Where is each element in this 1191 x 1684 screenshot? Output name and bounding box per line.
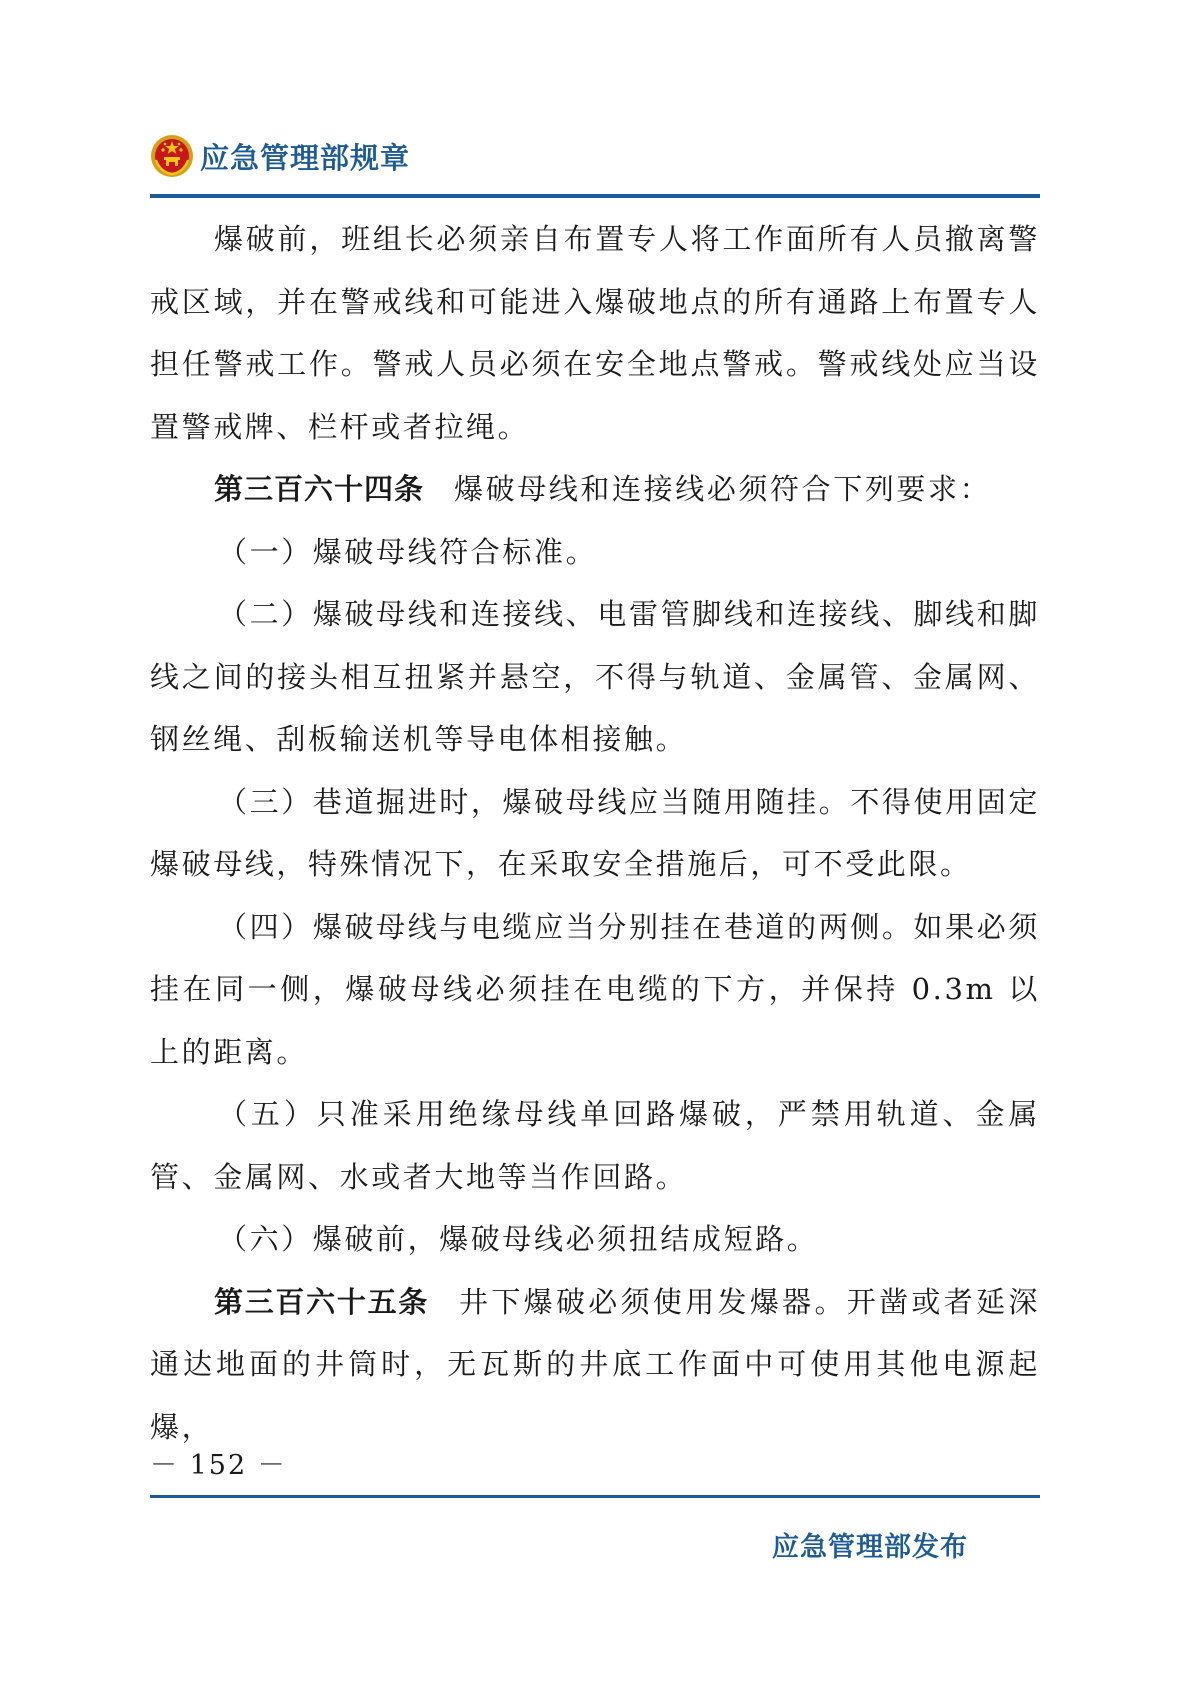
header-divider: [150, 194, 1040, 198]
paragraph-text: （二）爆破母线和连接线、电雷管脚线和连接线、脚线和脚线之间的接头相互扭紧并悬空，不得与轨道、金属管、金属网、钢丝绳、刮板输送机等导电体相接触。: [150, 597, 1040, 756]
article-number: 第三百六十五条: [214, 1284, 430, 1319]
paragraph-text: （六）爆破前，爆破母线必须扭结成短路。: [218, 1222, 819, 1256]
paragraph-text: （四）爆破母线与电缆应当分别挂在巷道的两侧。如果必须挂在同一侧，爆破母线必须挂在电缆的下方，并保持 0.3m 以上的距离。: [150, 909, 1040, 1069]
list-item: [150, 521, 1040, 584]
article-paragraph: [150, 458, 1040, 521]
list-item: [150, 896, 1040, 1084]
list-item: [150, 1083, 1040, 1208]
list-item: [150, 771, 1040, 896]
footer-publisher: 应急管理部发布: [772, 1532, 968, 1563]
footer-divider: [150, 1495, 1040, 1498]
paragraph-text: （一）爆破母线符合标准。: [218, 534, 598, 569]
paragraph-text: 爆破母线和连接线必须符合下列要求：: [454, 472, 992, 506]
article-number: 第三百六十四条: [214, 472, 425, 506]
paragraph-text: （三）巷道掘进时，爆破母线应当随用随挂。不得使用固定爆破母线，特殊情况下，在采取安全措施后，可不受此限。: [150, 784, 1040, 881]
article-paragraph: [150, 1271, 1040, 1459]
page-number: － 152 －: [150, 1450, 287, 1481]
list-item: [150, 583, 1040, 771]
paragraph-text: 爆破前，班组长必须亲自布置专人将工作面所有人员撤离警戒区域，并在警戒线和可能进入爆破地点的所有通路上布置专人担任警戒工作。警戒人员必须在安全地点警戒。警戒线处应当设置警戒牌、栏杆或者拉绳。: [150, 222, 1040, 444]
paragraph-text: （五）只准采用绝缘母线单回路爆破，严禁用轨道、金属管、金属网、水或者大地等当作回路。: [150, 1097, 1040, 1194]
header-title: 应急管理部规章: [200, 140, 411, 175]
paragraph: [150, 208, 1040, 458]
list-item: [150, 1208, 1040, 1271]
national-emblem-icon: [150, 134, 194, 178]
page-header: [150, 128, 410, 184]
document-body: [150, 208, 1040, 1458]
paragraph-text: 井下爆破必须使用发爆器。开凿或者延深通达地面的井筒时，无瓦斯的井底工作面中可使用其他电源起爆，: [150, 1284, 1040, 1444]
